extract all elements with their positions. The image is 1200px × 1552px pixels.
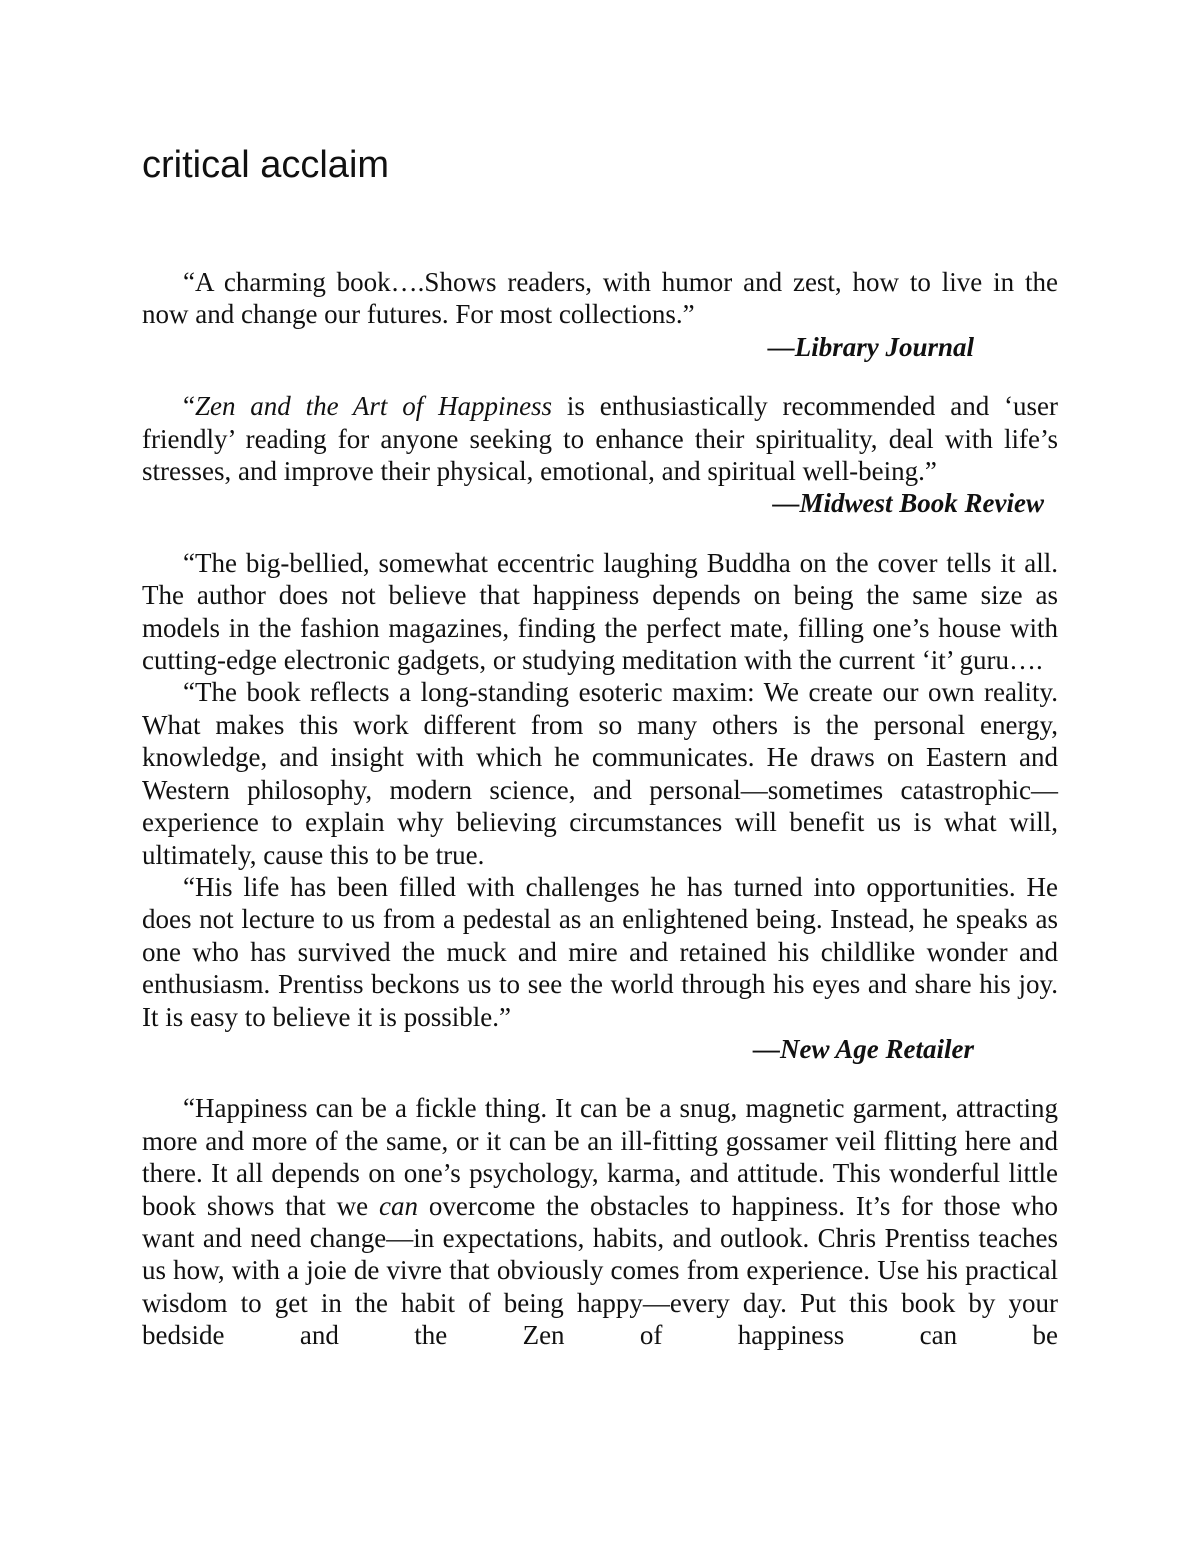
open-quote: “	[183, 391, 195, 422]
spacer	[142, 363, 1058, 390]
review-attribution: —New Age Retailer	[753, 1033, 974, 1064]
book-title: Zen and the Art of Happiness	[194, 391, 553, 422]
review-library-journal	[142, 266, 1058, 363]
emphasis-text: can	[379, 1190, 418, 1221]
review-quote	[142, 390, 1058, 487]
review-quote: “The book reflects a long-standing esoteric maxim: We create our own reality. What makes this work different from so many others is the personal energy, knowledge, and insight with which he communicates. He draws on Eastern and Western philosophy, modern science, and personal—sometimes catastrophic—experience to explain why believing circumstances will benefit us is what will, ultimately, cause this to be true.	[142, 677, 1058, 870]
quote-text: overcome the obstacles to happiness. It’s for those who want and need change—in expectations, habits, and outlook. Chris Prentiss teaches us how, with a joie de vivre that obviously comes from experience. Use his practical wisdom to get in the habit of being happy—every day. Put this book by your bedside and the Zen of happiness can be	[142, 1190, 1059, 1351]
spacer	[142, 1065, 1058, 1092]
review-attribution: —Midwest Book Review	[772, 488, 1044, 519]
quote-text: is enthusiastically recommended and ‘user friendly’ reading for anyone seeking to enhance their spirituality, deal with life’s stresses, and improve their physical, emotional, and spiritual well-being.”	[142, 391, 1058, 487]
page-title: critical acclaim	[142, 144, 390, 186]
reviews-list	[142, 266, 1058, 1352]
spacer	[142, 520, 1058, 547]
review-quote: “A charming book….Shows readers, with humor and zest, how to live in the now and change our futures. For most collections.”	[142, 267, 1058, 330]
review-new-age-retailer	[142, 547, 1058, 1066]
review-quote	[142, 1092, 1058, 1351]
review-quote: “His life has been filled with challenges he has turned into opportunities. He does not lecture to us from a pedestal as an enlightened being. Instead, he speaks as one who has survived the muck and mire and retained his childlike wonder and enthusiasm. Prentiss beckons us to see the world through his eyes and share his joy. It is easy to believe it is possible.”	[142, 871, 1058, 1032]
review-midwest-book-review	[142, 390, 1058, 520]
quote-text: “Happiness can be a fickle thing. It can be a snug, magnetic garment, attracting more and more of the same, or it can be an ill-fitting gossamer veil flitting here and there. It all depends on one’s psychology, karma, and attitude. This wonderful little book shows that we	[142, 1093, 1058, 1221]
review-continued	[142, 1092, 1058, 1351]
review-quote: “The big-bellied, somewhat eccentric laughing Buddha on the cover tells it all. The author does not believe that happiness depends on being the same size as models in the fashion magazines, finding the perfect mate, filling one’s house with cutting-edge electronic gadgets, or studying meditation with the current ‘it’ guru….	[142, 547, 1058, 676]
review-attribution: —Library Journal	[767, 331, 974, 362]
